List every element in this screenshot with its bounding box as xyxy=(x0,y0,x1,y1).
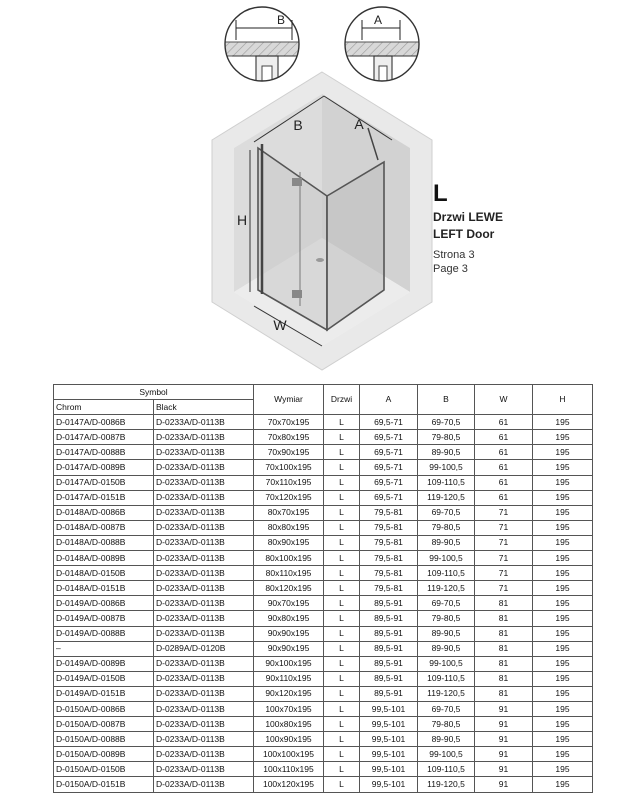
table-row xyxy=(54,445,593,460)
dimension-h-label: H xyxy=(236,212,248,228)
drzwi-cell: L xyxy=(324,671,360,686)
wymiar-cell: 70x80x195 xyxy=(254,430,324,445)
h-value-cell: 195 xyxy=(533,732,593,747)
wymiar-cell: 80x70x195 xyxy=(254,505,324,520)
a-range-cell: 89,5-91 xyxy=(360,626,418,641)
b-range-cell: 119-120,5 xyxy=(418,777,475,792)
w-value-cell: 71 xyxy=(475,520,533,535)
chrom-symbol-cell: D-0150A/D-0086B xyxy=(54,701,154,716)
table-row xyxy=(54,505,593,520)
black-symbol-cell: D-0233A/D-0113B xyxy=(154,686,254,701)
b-range-cell: 79-80,5 xyxy=(418,717,475,732)
w-value-cell: 81 xyxy=(475,596,533,611)
h-value-cell: 195 xyxy=(533,415,593,430)
table-row xyxy=(54,701,593,716)
table-row xyxy=(54,777,593,792)
h-value-cell: 195 xyxy=(533,747,593,762)
w-value-cell: 71 xyxy=(475,551,533,566)
black-symbol-cell: D-0233A/D-0113B xyxy=(154,762,254,777)
h-value-cell: 195 xyxy=(533,717,593,732)
h-value-cell: 195 xyxy=(533,535,593,550)
b-range-cell: 99-100,5 xyxy=(418,747,475,762)
b-range-cell: 69-70,5 xyxy=(418,701,475,716)
w-value-cell: 61 xyxy=(475,415,533,430)
wymiar-cell: 70x70x195 xyxy=(254,415,324,430)
drzwi-cell: L xyxy=(324,445,360,460)
h-value-cell: 195 xyxy=(533,581,593,596)
w-value-cell: 81 xyxy=(475,641,533,656)
w-value-cell: 71 xyxy=(475,581,533,596)
drzwi-header: Drzwi xyxy=(324,385,360,415)
wymiar-cell: 90x110x195 xyxy=(254,671,324,686)
h-value-cell: 195 xyxy=(533,777,593,792)
chrom-symbol-cell: D-0149A/D-0151B xyxy=(54,686,154,701)
a-range-cell: 69,5-71 xyxy=(360,475,418,490)
a-range-cell: 89,5-91 xyxy=(360,641,418,656)
b-range-cell: 99-100,5 xyxy=(418,656,475,671)
b-range-cell: 109-110,5 xyxy=(418,762,475,777)
b-range-cell: 109-110,5 xyxy=(418,671,475,686)
black-symbol-cell: D-0233A/D-0113B xyxy=(154,671,254,686)
w-value-cell: 61 xyxy=(475,445,533,460)
chrom-header: Chrom xyxy=(54,400,154,415)
b-range-cell: 109-110,5 xyxy=(418,475,475,490)
a-range-cell: 69,5-71 xyxy=(360,445,418,460)
drzwi-cell: L xyxy=(324,656,360,671)
a-range-cell: 99,5-101 xyxy=(360,762,418,777)
h-value-cell: 195 xyxy=(533,430,593,445)
wymiar-cell: 90x100x195 xyxy=(254,656,324,671)
profile-detail-b xyxy=(220,7,310,86)
w-value-cell: 91 xyxy=(475,701,533,716)
w-value-cell: 61 xyxy=(475,490,533,505)
a-range-cell: 89,5-91 xyxy=(360,611,418,626)
wymiar-cell: 100x70x195 xyxy=(254,701,324,716)
table-row xyxy=(54,566,593,581)
b-range-cell: 79-80,5 xyxy=(418,430,475,445)
w-value-cell: 81 xyxy=(475,611,533,626)
black-symbol-cell: D-0233A/D-0113B xyxy=(154,520,254,535)
black-symbol-cell: D-0233A/D-0113B xyxy=(154,747,254,762)
wymiar-cell: 70x120x195 xyxy=(254,490,324,505)
drzwi-cell: L xyxy=(324,475,360,490)
h-value-cell: 195 xyxy=(533,762,593,777)
h-value-cell: 195 xyxy=(533,460,593,475)
drzwi-cell: L xyxy=(324,717,360,732)
chrom-symbol-cell: D-0147A/D-0086B xyxy=(54,415,154,430)
chrom-symbol-cell: D-0149A/D-0088B xyxy=(54,626,154,641)
black-symbol-cell: D-0233A/D-0113B xyxy=(154,701,254,716)
w-value-cell: 71 xyxy=(475,535,533,550)
drzwi-cell: L xyxy=(324,551,360,566)
black-symbol-cell: D-0233A/D-0113B xyxy=(154,430,254,445)
chrom-symbol-cell: D-0150A/D-0150B xyxy=(54,762,154,777)
black-symbol-cell: D-0233A/D-0113B xyxy=(154,415,254,430)
drzwi-cell: L xyxy=(324,490,360,505)
drzwi-cell: L xyxy=(324,535,360,550)
chrom-symbol-cell: D-0147A/D-0089B xyxy=(54,460,154,475)
chrom-symbol-cell: D-0148A/D-0087B xyxy=(54,520,154,535)
chrom-symbol-cell: D-0149A/D-0086B xyxy=(54,596,154,611)
black-symbol-cell: D-0233A/D-0113B xyxy=(154,596,254,611)
a-range-cell: 79,5-81 xyxy=(360,551,418,566)
a-range-cell: 79,5-81 xyxy=(360,520,418,535)
shower-enclosure-illustration xyxy=(212,72,432,370)
black-symbol-cell: D-0233A/D-0113B xyxy=(154,460,254,475)
black-symbol-cell: D-0233A/D-0113B xyxy=(154,732,254,747)
table-row xyxy=(54,717,593,732)
table-row xyxy=(54,732,593,747)
chrom-symbol-cell: D-0148A/D-0089B xyxy=(54,551,154,566)
h-value-cell: 195 xyxy=(533,626,593,641)
w-value-cell: 91 xyxy=(475,747,533,762)
w-header: W xyxy=(475,385,533,415)
drzwi-cell: L xyxy=(324,505,360,520)
wymiar-cell: 90x90x195 xyxy=(254,641,324,656)
chrom-symbol-cell: D-0147A/D-0151B xyxy=(54,490,154,505)
chrom-symbol-cell: D-0150A/D-0087B xyxy=(54,717,154,732)
w-value-cell: 71 xyxy=(475,566,533,581)
drzwi-cell: L xyxy=(324,762,360,777)
drzwi-cell: L xyxy=(324,732,360,747)
door-side-pl: Drzwi LEWE xyxy=(433,210,504,224)
chrom-symbol-cell: D-0148A/D-0151B xyxy=(54,581,154,596)
b-range-cell: 69-70,5 xyxy=(418,596,475,611)
door-side-en: LEFT Door xyxy=(433,227,495,241)
wymiar-cell: 80x90x195 xyxy=(254,535,324,550)
a-range-cell: 69,5-71 xyxy=(360,460,418,475)
table-row xyxy=(54,581,593,596)
b-range-cell: 69-70,5 xyxy=(418,415,475,430)
black-symbol-cell: D-0233A/D-0113B xyxy=(154,505,254,520)
b-range-cell: 69-70,5 xyxy=(418,505,475,520)
b-range-cell: 89-90,5 xyxy=(418,535,475,550)
detail-a-label: A xyxy=(373,13,383,27)
b-range-cell: 119-120,5 xyxy=(418,490,475,505)
table-row xyxy=(54,520,593,535)
b-header: B xyxy=(418,385,475,415)
spec-table xyxy=(53,384,593,793)
wymiar-cell: 90x70x195 xyxy=(254,596,324,611)
a-range-cell: 89,5-91 xyxy=(360,656,418,671)
a-range-cell: 99,5-101 xyxy=(360,777,418,792)
table-row xyxy=(54,475,593,490)
h-value-cell: 195 xyxy=(533,701,593,716)
chrom-symbol-cell: D-0148A/D-0150B xyxy=(54,566,154,581)
black-symbol-cell: D-0233A/D-0113B xyxy=(154,551,254,566)
black-symbol-cell: D-0233A/D-0113B xyxy=(154,490,254,505)
black-symbol-cell: D-0233A/D-0113B xyxy=(154,717,254,732)
h-value-cell: 195 xyxy=(533,671,593,686)
wymiar-cell: 90x90x195 xyxy=(254,626,324,641)
table-row xyxy=(54,626,593,641)
h-value-cell: 195 xyxy=(533,686,593,701)
shower-diagram xyxy=(0,0,644,380)
wymiar-cell: 100x110x195 xyxy=(254,762,324,777)
page-label-pl: Strona 3 xyxy=(433,249,475,261)
wymiar-cell: 80x100x195 xyxy=(254,551,324,566)
a-range-cell: 99,5-101 xyxy=(360,717,418,732)
w-value-cell: 91 xyxy=(475,762,533,777)
h-value-cell: 195 xyxy=(533,551,593,566)
b-range-cell: 99-100,5 xyxy=(418,460,475,475)
door-side-letter: L xyxy=(433,180,448,207)
chrom-symbol-cell: D-0150A/D-0089B xyxy=(54,747,154,762)
drzwi-cell: L xyxy=(324,747,360,762)
w-value-cell: 91 xyxy=(475,777,533,792)
wymiar-cell: 90x120x195 xyxy=(254,686,324,701)
chrom-symbol-cell: D-0147A/D-0088B xyxy=(54,445,154,460)
h-value-cell: 195 xyxy=(533,641,593,656)
w-value-cell: 81 xyxy=(475,686,533,701)
table-row xyxy=(54,490,593,505)
h-value-cell: 195 xyxy=(533,566,593,581)
table-row xyxy=(54,535,593,550)
a-range-cell: 69,5-71 xyxy=(360,415,418,430)
dimension-b-label: B xyxy=(293,117,303,133)
spec-table-body xyxy=(54,415,593,792)
a-range-cell: 79,5-81 xyxy=(360,581,418,596)
table-row xyxy=(54,686,593,701)
a-range-cell: 79,5-81 xyxy=(360,566,418,581)
chrom-symbol-cell: D-0147A/D-0150B xyxy=(54,475,154,490)
w-value-cell: 81 xyxy=(475,671,533,686)
h-value-cell: 195 xyxy=(533,475,593,490)
wymiar-cell: 80x110x195 xyxy=(254,566,324,581)
black-symbol-cell: D-0233A/D-0113B xyxy=(154,626,254,641)
chrom-symbol-cell: – xyxy=(54,641,154,656)
h-header: H xyxy=(533,385,593,415)
symbol-header: Symbol xyxy=(54,385,254,400)
h-value-cell: 195 xyxy=(533,505,593,520)
black-symbol-cell: D-0233A/D-0113B xyxy=(154,656,254,671)
table-row xyxy=(54,656,593,671)
wymiar-header: Wymiar xyxy=(254,385,324,415)
a-range-cell: 69,5-71 xyxy=(360,430,418,445)
w-value-cell: 61 xyxy=(475,460,533,475)
w-value-cell: 61 xyxy=(475,475,533,490)
wymiar-cell: 80x120x195 xyxy=(254,581,324,596)
chrom-symbol-cell: D-0148A/D-0086B xyxy=(54,505,154,520)
b-range-cell: 89-90,5 xyxy=(418,732,475,747)
drzwi-cell: L xyxy=(324,460,360,475)
b-range-cell: 109-110,5 xyxy=(418,566,475,581)
chrom-symbol-cell: D-0149A/D-0150B xyxy=(54,671,154,686)
page-label-en: Page 3 xyxy=(433,263,468,275)
wymiar-cell: 100x120x195 xyxy=(254,777,324,792)
a-range-cell: 99,5-101 xyxy=(360,701,418,716)
wymiar-cell: 70x90x195 xyxy=(254,445,324,460)
h-value-cell: 195 xyxy=(533,445,593,460)
black-symbol-cell: D-0233A/D-0113B xyxy=(154,566,254,581)
wymiar-cell: 100x90x195 xyxy=(254,732,324,747)
black-symbol-cell: D-0289A/D-0120B xyxy=(154,641,254,656)
b-range-cell: 79-80,5 xyxy=(418,611,475,626)
a-range-cell: 79,5-81 xyxy=(360,505,418,520)
w-value-cell: 71 xyxy=(475,505,533,520)
b-range-cell: 79-80,5 xyxy=(418,520,475,535)
b-range-cell: 89-90,5 xyxy=(418,445,475,460)
table-row xyxy=(54,671,593,686)
a-range-cell: 79,5-81 xyxy=(360,535,418,550)
w-value-cell: 91 xyxy=(475,717,533,732)
chrom-symbol-cell: D-0150A/D-0151B xyxy=(54,777,154,792)
a-range-cell: 89,5-91 xyxy=(360,686,418,701)
chrom-symbol-cell: D-0150A/D-0088B xyxy=(54,732,154,747)
h-value-cell: 195 xyxy=(533,520,593,535)
drzwi-cell: L xyxy=(324,626,360,641)
table-row xyxy=(54,641,593,656)
drzwi-cell: L xyxy=(324,520,360,535)
drzwi-cell: L xyxy=(324,686,360,701)
b-range-cell: 89-90,5 xyxy=(418,641,475,656)
black-symbol-cell: D-0233A/D-0113B xyxy=(154,777,254,792)
drzwi-cell: L xyxy=(324,641,360,656)
dimension-a-label: A xyxy=(354,116,364,132)
b-range-cell: 119-120,5 xyxy=(418,686,475,701)
chrom-symbol-cell: D-0149A/D-0087B xyxy=(54,611,154,626)
wymiar-cell: 70x100x195 xyxy=(254,460,324,475)
b-range-cell: 99-100,5 xyxy=(418,551,475,566)
dimension-w-label: W xyxy=(273,317,287,333)
black-symbol-cell: D-0233A/D-0113B xyxy=(154,611,254,626)
drzwi-cell: L xyxy=(324,777,360,792)
h-value-cell: 195 xyxy=(533,611,593,626)
h-value-cell: 195 xyxy=(533,490,593,505)
drzwi-cell: L xyxy=(324,581,360,596)
w-value-cell: 91 xyxy=(475,732,533,747)
black-symbol-cell: D-0233A/D-0113B xyxy=(154,475,254,490)
a-range-cell: 99,5-101 xyxy=(360,732,418,747)
wymiar-cell: 100x100x195 xyxy=(254,747,324,762)
drzwi-cell: L xyxy=(324,415,360,430)
table-row xyxy=(54,551,593,566)
table-row xyxy=(54,611,593,626)
black-symbol-cell: D-0233A/D-0113B xyxy=(154,535,254,550)
a-range-cell: 89,5-91 xyxy=(360,596,418,611)
detail-b-label: B xyxy=(276,13,286,27)
black-symbol-cell: D-0233A/D-0113B xyxy=(154,581,254,596)
b-range-cell: 119-120,5 xyxy=(418,581,475,596)
wymiar-cell: 100x80x195 xyxy=(254,717,324,732)
a-range-cell: 89,5-91 xyxy=(360,671,418,686)
drzwi-cell: L xyxy=(324,611,360,626)
profile-detail-a xyxy=(340,7,430,86)
w-value-cell: 61 xyxy=(475,430,533,445)
chrom-symbol-cell: D-0149A/D-0089B xyxy=(54,656,154,671)
wymiar-cell: 70x110x195 xyxy=(254,475,324,490)
a-range-cell: 69,5-71 xyxy=(360,490,418,505)
drzwi-cell: L xyxy=(324,701,360,716)
b-range-cell: 89-90,5 xyxy=(418,626,475,641)
drzwi-cell: L xyxy=(324,566,360,581)
table-row xyxy=(54,415,593,430)
a-range-cell: 99,5-101 xyxy=(360,747,418,762)
a-header: A xyxy=(360,385,418,415)
table-row xyxy=(54,747,593,762)
spec-table-header xyxy=(54,385,593,415)
table-row xyxy=(54,596,593,611)
black-header: Black xyxy=(154,400,254,415)
chrom-symbol-cell: D-0148A/D-0088B xyxy=(54,535,154,550)
wymiar-cell: 80x80x195 xyxy=(254,520,324,535)
w-value-cell: 81 xyxy=(475,656,533,671)
table-row xyxy=(54,460,593,475)
chrom-symbol-cell: D-0147A/D-0087B xyxy=(54,430,154,445)
w-value-cell: 81 xyxy=(475,626,533,641)
drzwi-cell: L xyxy=(324,596,360,611)
table-row xyxy=(54,430,593,445)
table-row xyxy=(54,762,593,777)
drzwi-cell: L xyxy=(324,430,360,445)
h-value-cell: 195 xyxy=(533,596,593,611)
black-symbol-cell: D-0233A/D-0113B xyxy=(154,445,254,460)
h-value-cell: 195 xyxy=(533,656,593,671)
wymiar-cell: 90x80x195 xyxy=(254,611,324,626)
